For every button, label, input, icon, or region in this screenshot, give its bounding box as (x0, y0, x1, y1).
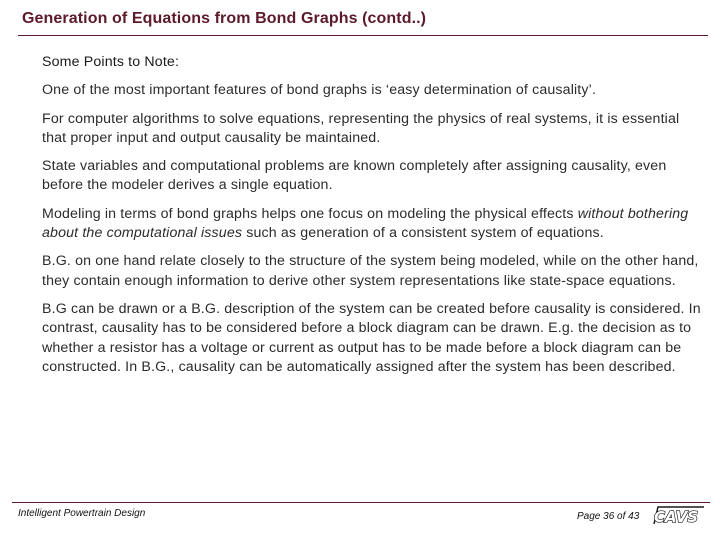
footer-course-name: Intelligent Powertrain Design (18, 508, 146, 519)
cavs-logo (650, 502, 706, 528)
paragraph-modeling-after: such as generation of a consistent system of equations. (242, 225, 604, 242)
footer-divider (12, 502, 710, 503)
slide-content (42, 53, 702, 386)
footer-page-number: Page 36 of 43 (577, 511, 640, 522)
paragraph-modeling-emphasis: without bothering about the computational issues (42, 205, 689, 242)
paragraph-causality: One of the most important features of bond graphs is ‘easy determination of causality’. (42, 82, 597, 99)
paragraph-state-variables: State variables and computational problems are known completely after assigning causality, even before the modeler derives a single equation. (42, 158, 667, 194)
section-heading: Some Points to Note: (42, 54, 180, 70)
paragraph-modeling-before: Modeling in terms of bond graphs helps one focus on modeling the physical effects (42, 205, 578, 222)
slide-title: Generation of Equations from Bond Graphs (contd..) (22, 10, 427, 27)
cavs-logo-text: CAVS (654, 508, 699, 526)
paragraph-block-diagram: B.G can be drawn or a B.G. description of the system can be created before causality is considered. In contrast, causality has to be considered before a block diagram can be drawn. E.g. the decision as to whether a resistor has a voltage or current as output has to be made before a block diagram can be constructed. In B.G., causality can be automatically assigned after the system has been described. (42, 300, 701, 375)
title-divider (18, 35, 708, 36)
paragraph-structure: B.G. on one hand relate closely to the structure of the system being modeled, while on the other hand, they contain enough information to derive other system representations like state-space equations. (42, 253, 699, 289)
paragraph-algorithms: For computer algorithms to solve equations, representing the physics of real systems, it is essential that proper input and output causality be maintained. (42, 110, 680, 146)
paragraph-modeling (42, 205, 702, 244)
